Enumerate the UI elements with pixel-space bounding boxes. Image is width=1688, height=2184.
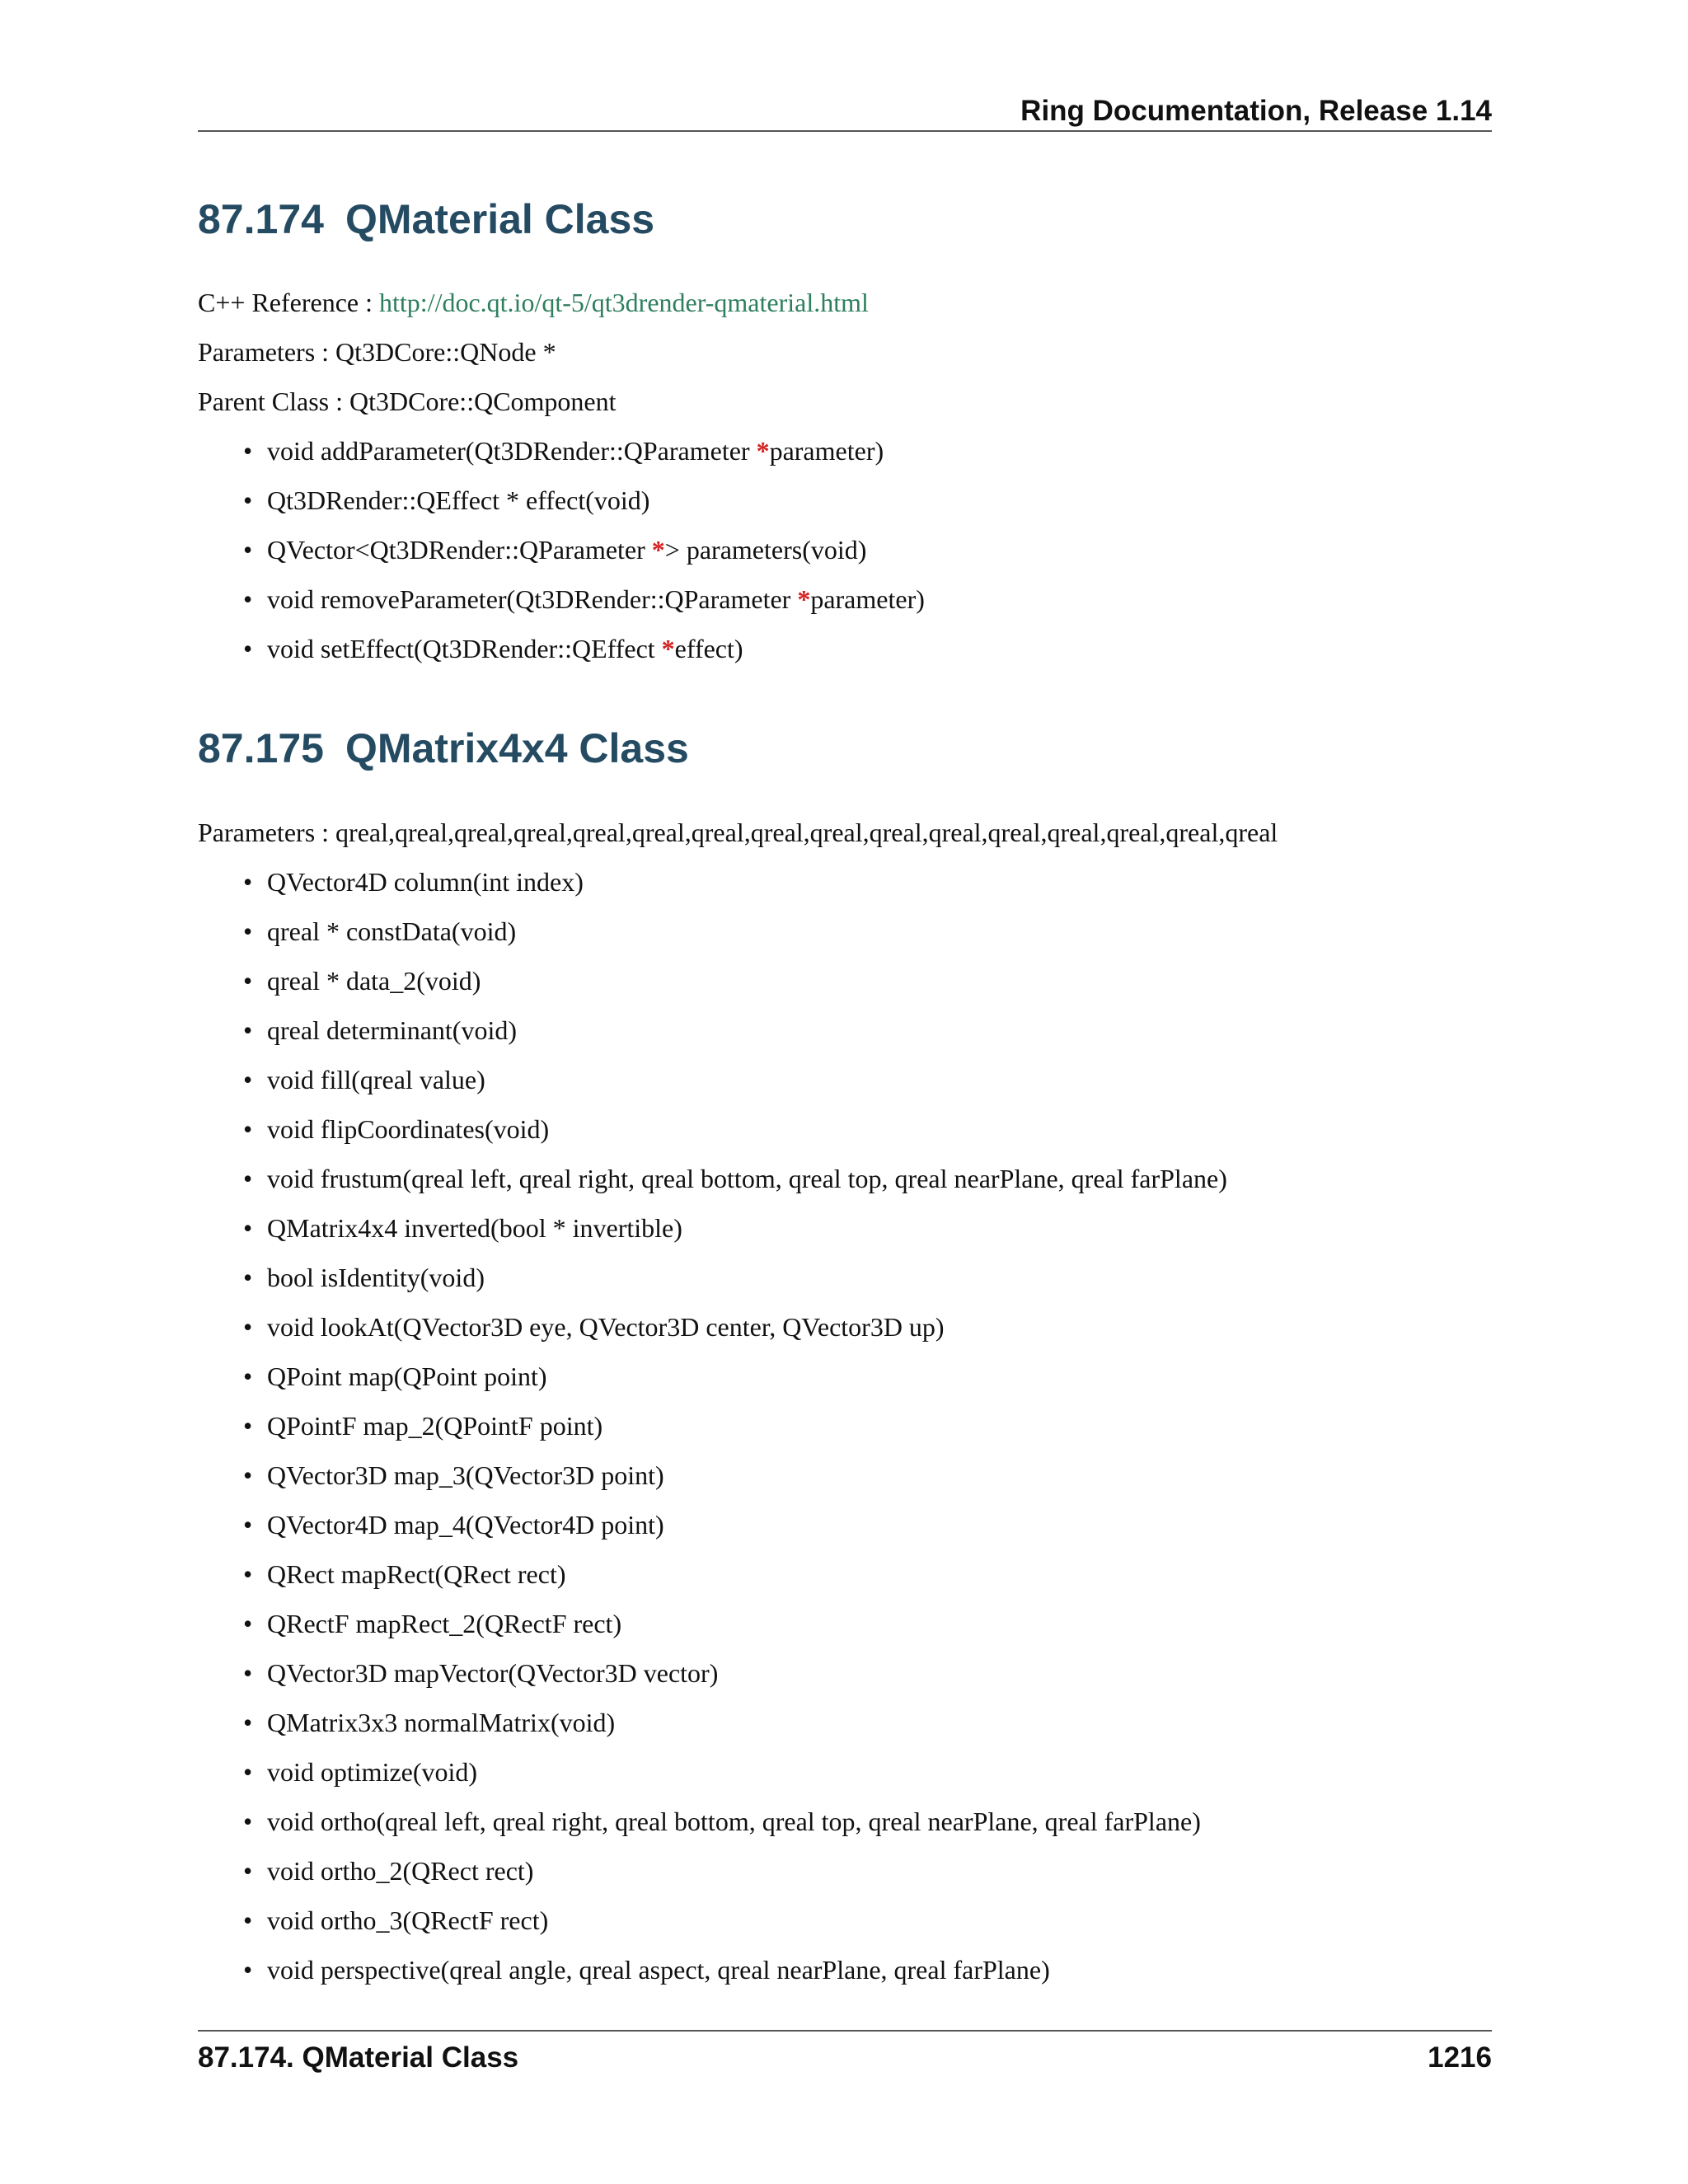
cpp-reference-label: C++ Reference : xyxy=(198,288,379,317)
method-item: • void lookAt(QVector3D eye, QVector3D center, QVector3D up) xyxy=(198,1310,1227,1343)
pointer-star: * xyxy=(661,634,675,663)
parameters-text: Parameters : Qt3DCore::QNode * xyxy=(198,337,556,367)
method-item: • QRectF mapRect_2(QRectF rect) xyxy=(198,1607,1227,1640)
method-text: Qt3DRender::QEffect * effect(void) xyxy=(267,485,650,515)
page-footer xyxy=(198,2030,1492,2078)
method-item: • QMatrix4x4 inverted(bool * invertible) xyxy=(198,1212,1227,1244)
method-item: • QPoint map(QPoint point) xyxy=(198,1360,1227,1393)
method-item xyxy=(198,632,925,665)
document-title: Ring Documentation, Release 1.14 xyxy=(1020,95,1492,127)
method-item: • QVector4D column(int index) xyxy=(198,865,1227,898)
method-item: • qreal * data_2(void) xyxy=(198,964,1227,997)
pointer-star: * xyxy=(797,584,811,614)
section-number: 87.174 xyxy=(198,196,324,242)
method-item: • QVector4D map_4(QVector4D point) xyxy=(198,1508,1227,1541)
method-item: • void optimize(void) xyxy=(198,1755,1227,1788)
method-text: QVector<Qt3DRender::QParameter xyxy=(267,535,652,565)
method-item xyxy=(198,434,925,467)
method-item: • QRect mapRect(QRect rect) xyxy=(198,1558,1227,1591)
method-item: • qreal determinant(void) xyxy=(198,1014,1227,1047)
method-list-qmatrix4x4 xyxy=(198,865,1227,2003)
method-item: • void ortho_3(QRectF rect) xyxy=(198,1904,1227,1937)
method-item xyxy=(198,583,925,616)
cpp-reference-link[interactable]: http://doc.qt.io/qt-5/qt3drender-qmaterial.html xyxy=(379,288,869,317)
method-text: void addParameter(Qt3DRender::QParameter xyxy=(267,436,757,466)
method-item: • QPointF map_2(QPointF point) xyxy=(198,1409,1227,1442)
method-item: • void frustum(qreal left, qreal right, qreal bottom, qreal top, qreal nearPlane, qreal farPlane) xyxy=(198,1162,1227,1195)
section-heading-qmatrix4x4 xyxy=(198,724,689,773)
method-text: parameter) xyxy=(810,584,925,614)
section-heading-qmaterial xyxy=(198,194,654,244)
method-item: • bool isIdentity(void) xyxy=(198,1261,1227,1294)
parent-class-text: Parent Class : Qt3DCore::QComponent xyxy=(198,387,617,416)
cpp-reference xyxy=(198,286,869,319)
method-item: • void ortho(qreal left, qreal right, qreal bottom, qreal top, qreal nearPlane, qreal farPlane) xyxy=(198,1805,1227,1838)
method-item xyxy=(198,533,925,566)
method-item: • QVector3D mapVector(QVector3D vector) xyxy=(198,1657,1227,1690)
pointer-star: * xyxy=(756,436,770,466)
method-item: • QVector3D map_3(QVector3D point) xyxy=(198,1459,1227,1492)
method-item: • void fill(qreal value) xyxy=(198,1063,1227,1096)
pointer-star: * xyxy=(651,535,665,565)
method-item: • void flipCoordinates(void) xyxy=(198,1113,1227,1146)
method-list-qmaterial xyxy=(198,434,925,682)
parameters-text: Parameters : qreal,qreal,qreal,qreal,qreal,qreal,qreal,qreal,qreal,qreal,qreal,qreal,qreal,qreal,qreal,qreal xyxy=(198,818,1278,847)
method-item: • void ortho_2(QRect rect) xyxy=(198,1854,1227,1887)
page-number: 1216 xyxy=(1428,2041,1492,2074)
method-text: effect) xyxy=(674,634,743,663)
method-item: • qreal * constData(void) xyxy=(198,915,1227,948)
section-title: QMaterial Class xyxy=(345,196,655,242)
method-item: • void perspective(qreal angle, qreal aspect, qreal nearPlane, qreal farPlane) xyxy=(198,1953,1227,1986)
section-number: 87.175 xyxy=(198,725,324,771)
page-header xyxy=(198,92,1492,132)
method-text: parameter) xyxy=(769,436,884,466)
method-text: void removeParameter(Qt3DRender::QParameter xyxy=(267,584,798,614)
section-title: QMatrix4x4 Class xyxy=(345,725,689,771)
method-item xyxy=(198,484,925,517)
method-text: void setEffect(Qt3DRender::QEffect xyxy=(267,634,662,663)
footer-section-title: 87.174. QMaterial Class xyxy=(198,2041,519,2074)
method-text: > parameters(void) xyxy=(664,535,867,565)
method-item: • QMatrix3x3 normalMatrix(void) xyxy=(198,1706,1227,1739)
